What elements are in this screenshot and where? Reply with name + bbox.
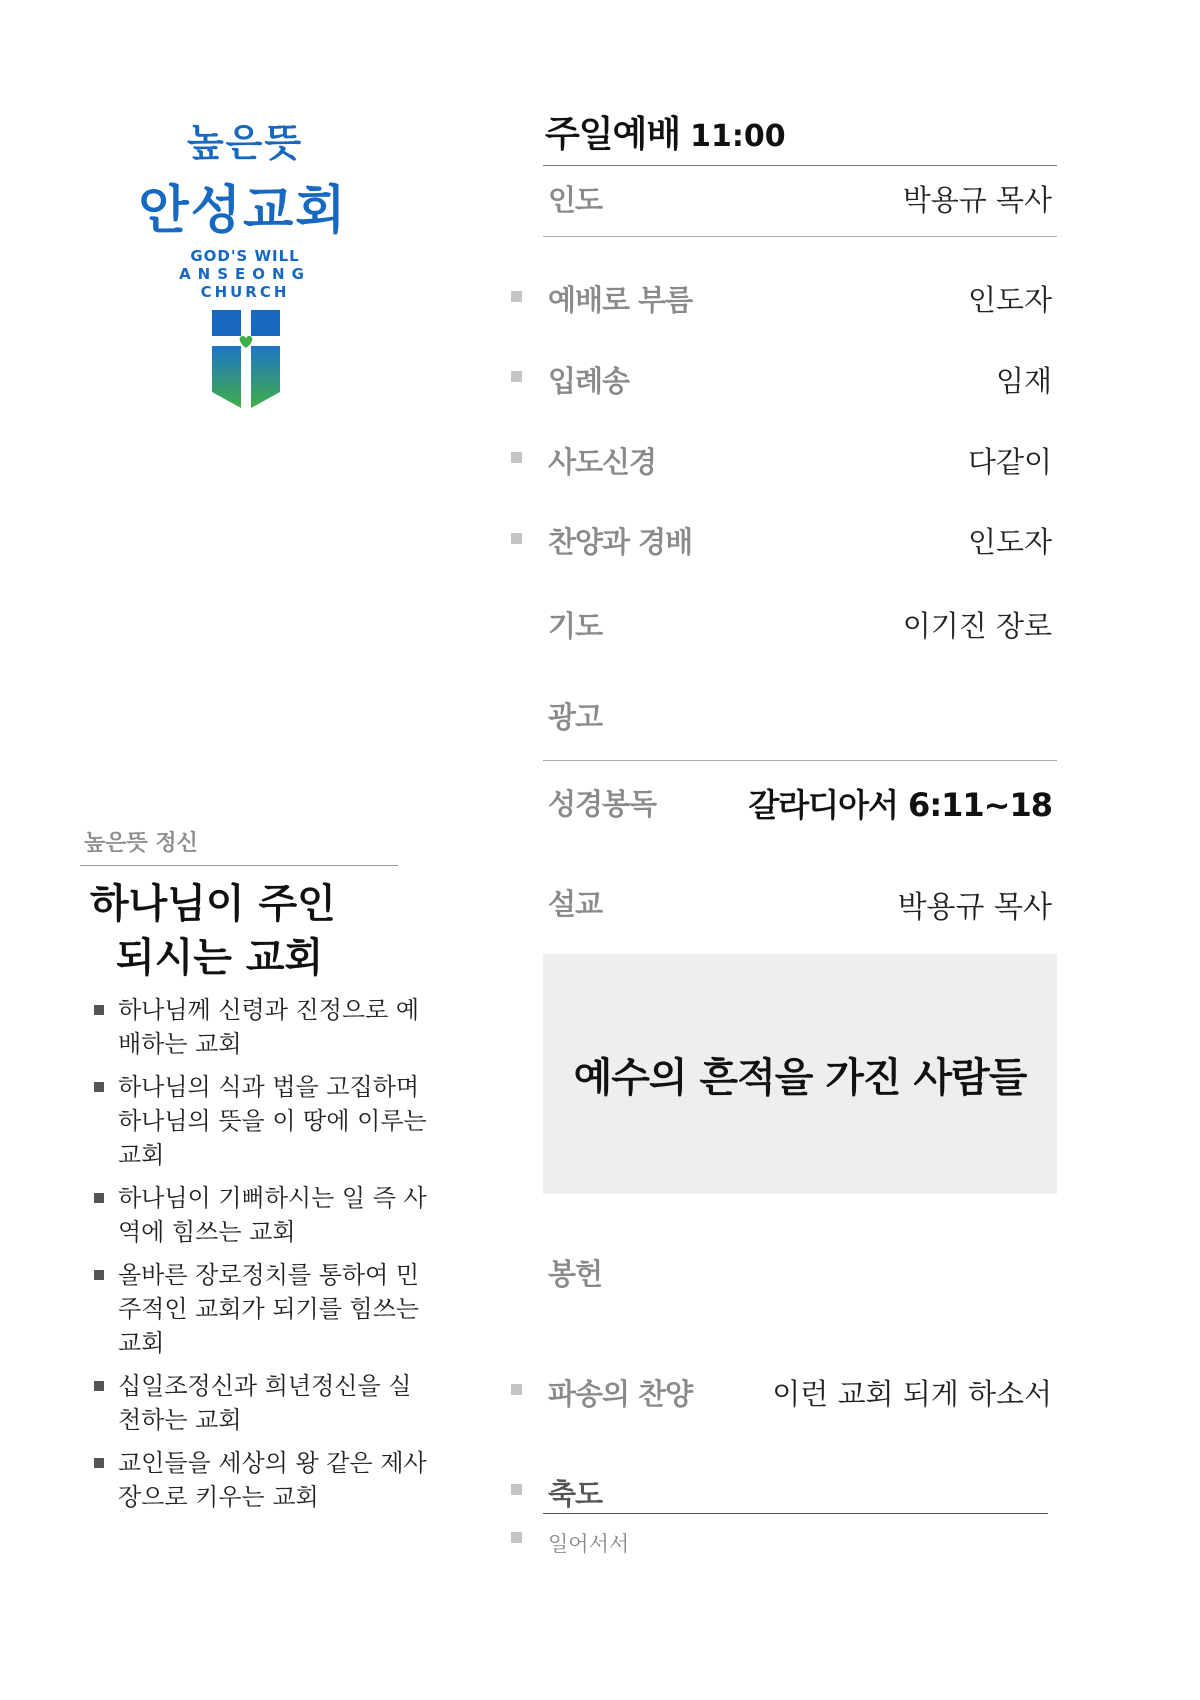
- order-sending-label: 파송의 찬양: [548, 1377, 693, 1411]
- divider: [543, 165, 1057, 166]
- order-prayer-value: 이기진 장로: [902, 609, 1052, 643]
- order-call-label: 예배로 부름: [548, 283, 693, 317]
- order-sermon-value: 박용규 목사: [897, 890, 1052, 925]
- divider: [543, 760, 1057, 761]
- list-item-text: 교인들을 세상의 왕 같은 제사장으로 키우는 교회: [118, 1449, 427, 1511]
- order-reading-label: 성경봉독: [548, 787, 657, 821]
- list-item: [94, 1369, 434, 1437]
- list-item-text: 하나님의 식과 법을 고집하며 하나님의 뜻을 이 땅에 이루는 교회: [118, 1073, 427, 1169]
- order-entrance-label: 입례송: [548, 364, 630, 398]
- service-time: 11:00: [690, 119, 786, 154]
- leader-value: 박용규 목사: [902, 183, 1052, 217]
- square-bullet-icon: [94, 1270, 104, 1280]
- spirit-caption: 높은뜻 정신: [84, 831, 198, 856]
- order-entrance-value: 임재: [995, 364, 1052, 398]
- spirit-title-line2: 되시는 교회: [116, 935, 324, 981]
- divider: [543, 1513, 1048, 1514]
- church-logo-korean-name: 안성교회: [138, 181, 348, 241]
- square-bullet-icon: [511, 452, 522, 463]
- church-logo-cross-icon: [208, 308, 284, 416]
- list-item: [94, 1258, 434, 1360]
- divider: [80, 865, 398, 866]
- church-logo-english-line2: ANSEONG: [179, 265, 311, 283]
- service-name: 주일예배: [545, 114, 681, 155]
- list-item: [94, 1070, 434, 1172]
- list-item-text: 올바른 장로정치를 통하여 민주적인 교회가 되기를 힘쓰는 교회: [118, 1261, 420, 1357]
- leader-label: 인도: [548, 183, 603, 217]
- order-creed-label: 사도신경: [548, 445, 657, 479]
- list-item: [94, 993, 434, 1061]
- square-bullet-icon: [511, 1532, 522, 1543]
- square-bullet-icon: [511, 1484, 522, 1495]
- list-item: [94, 1446, 434, 1514]
- order-sermon-label: 설교: [548, 887, 603, 921]
- order-praise-label: 찬양과 경배: [548, 525, 693, 559]
- square-bullet-icon: [94, 1458, 104, 1468]
- church-logo-english-line3: CHURCH: [200, 283, 290, 301]
- order-praise-value: 인도자: [967, 525, 1052, 559]
- square-bullet-icon: [511, 371, 522, 382]
- square-bullet-icon: [94, 1193, 104, 1203]
- square-bullet-icon: [511, 533, 522, 544]
- order-call-value: 인도자: [967, 283, 1052, 317]
- order-reading-value: 갈라디아서 6:11~18: [748, 786, 1052, 824]
- order-prayer-label: 기도: [548, 609, 603, 643]
- spirit-title: [90, 877, 336, 985]
- service-title: [545, 106, 786, 157]
- spirit-title-line1: 하나님이 주인: [90, 881, 336, 927]
- stand-up-note: 일어서서: [548, 1532, 630, 1556]
- order-offering-label: 봉헌: [548, 1257, 603, 1291]
- order-sending-value: 이런 교회 되게 하소서: [772, 1377, 1052, 1411]
- list-item-text: 하나님께 신령과 진정으로 예배하는 교회: [118, 996, 420, 1058]
- square-bullet-icon: [511, 291, 522, 302]
- list-item-text: 십일조정신과 희년정신을 실천하는 교회: [118, 1372, 412, 1434]
- list-item-text: 하나님이 기뻐하시는 일 즉 사역에 힘쓰는 교회: [118, 1184, 427, 1246]
- square-bullet-icon: [511, 1384, 522, 1395]
- square-bullet-icon: [94, 1381, 104, 1391]
- square-bullet-icon: [94, 1005, 104, 1015]
- order-creed-value: 다같이: [967, 445, 1052, 479]
- sermon-title: 예수의 흔적을 가진 사람들: [573, 1054, 1027, 1101]
- order-notice-label: 광고: [548, 700, 603, 734]
- order-benediction-label: 축도: [548, 1477, 603, 1511]
- square-bullet-icon: [94, 1082, 104, 1092]
- church-logo-korean-top: 높은뜻: [186, 121, 304, 165]
- church-logo-english-line1: GOD'S WILL: [190, 247, 300, 265]
- divider: [543, 236, 1057, 237]
- sermon-title-box: [543, 954, 1057, 1194]
- list-item: [94, 1181, 434, 1249]
- spirit-list: [94, 993, 434, 1523]
